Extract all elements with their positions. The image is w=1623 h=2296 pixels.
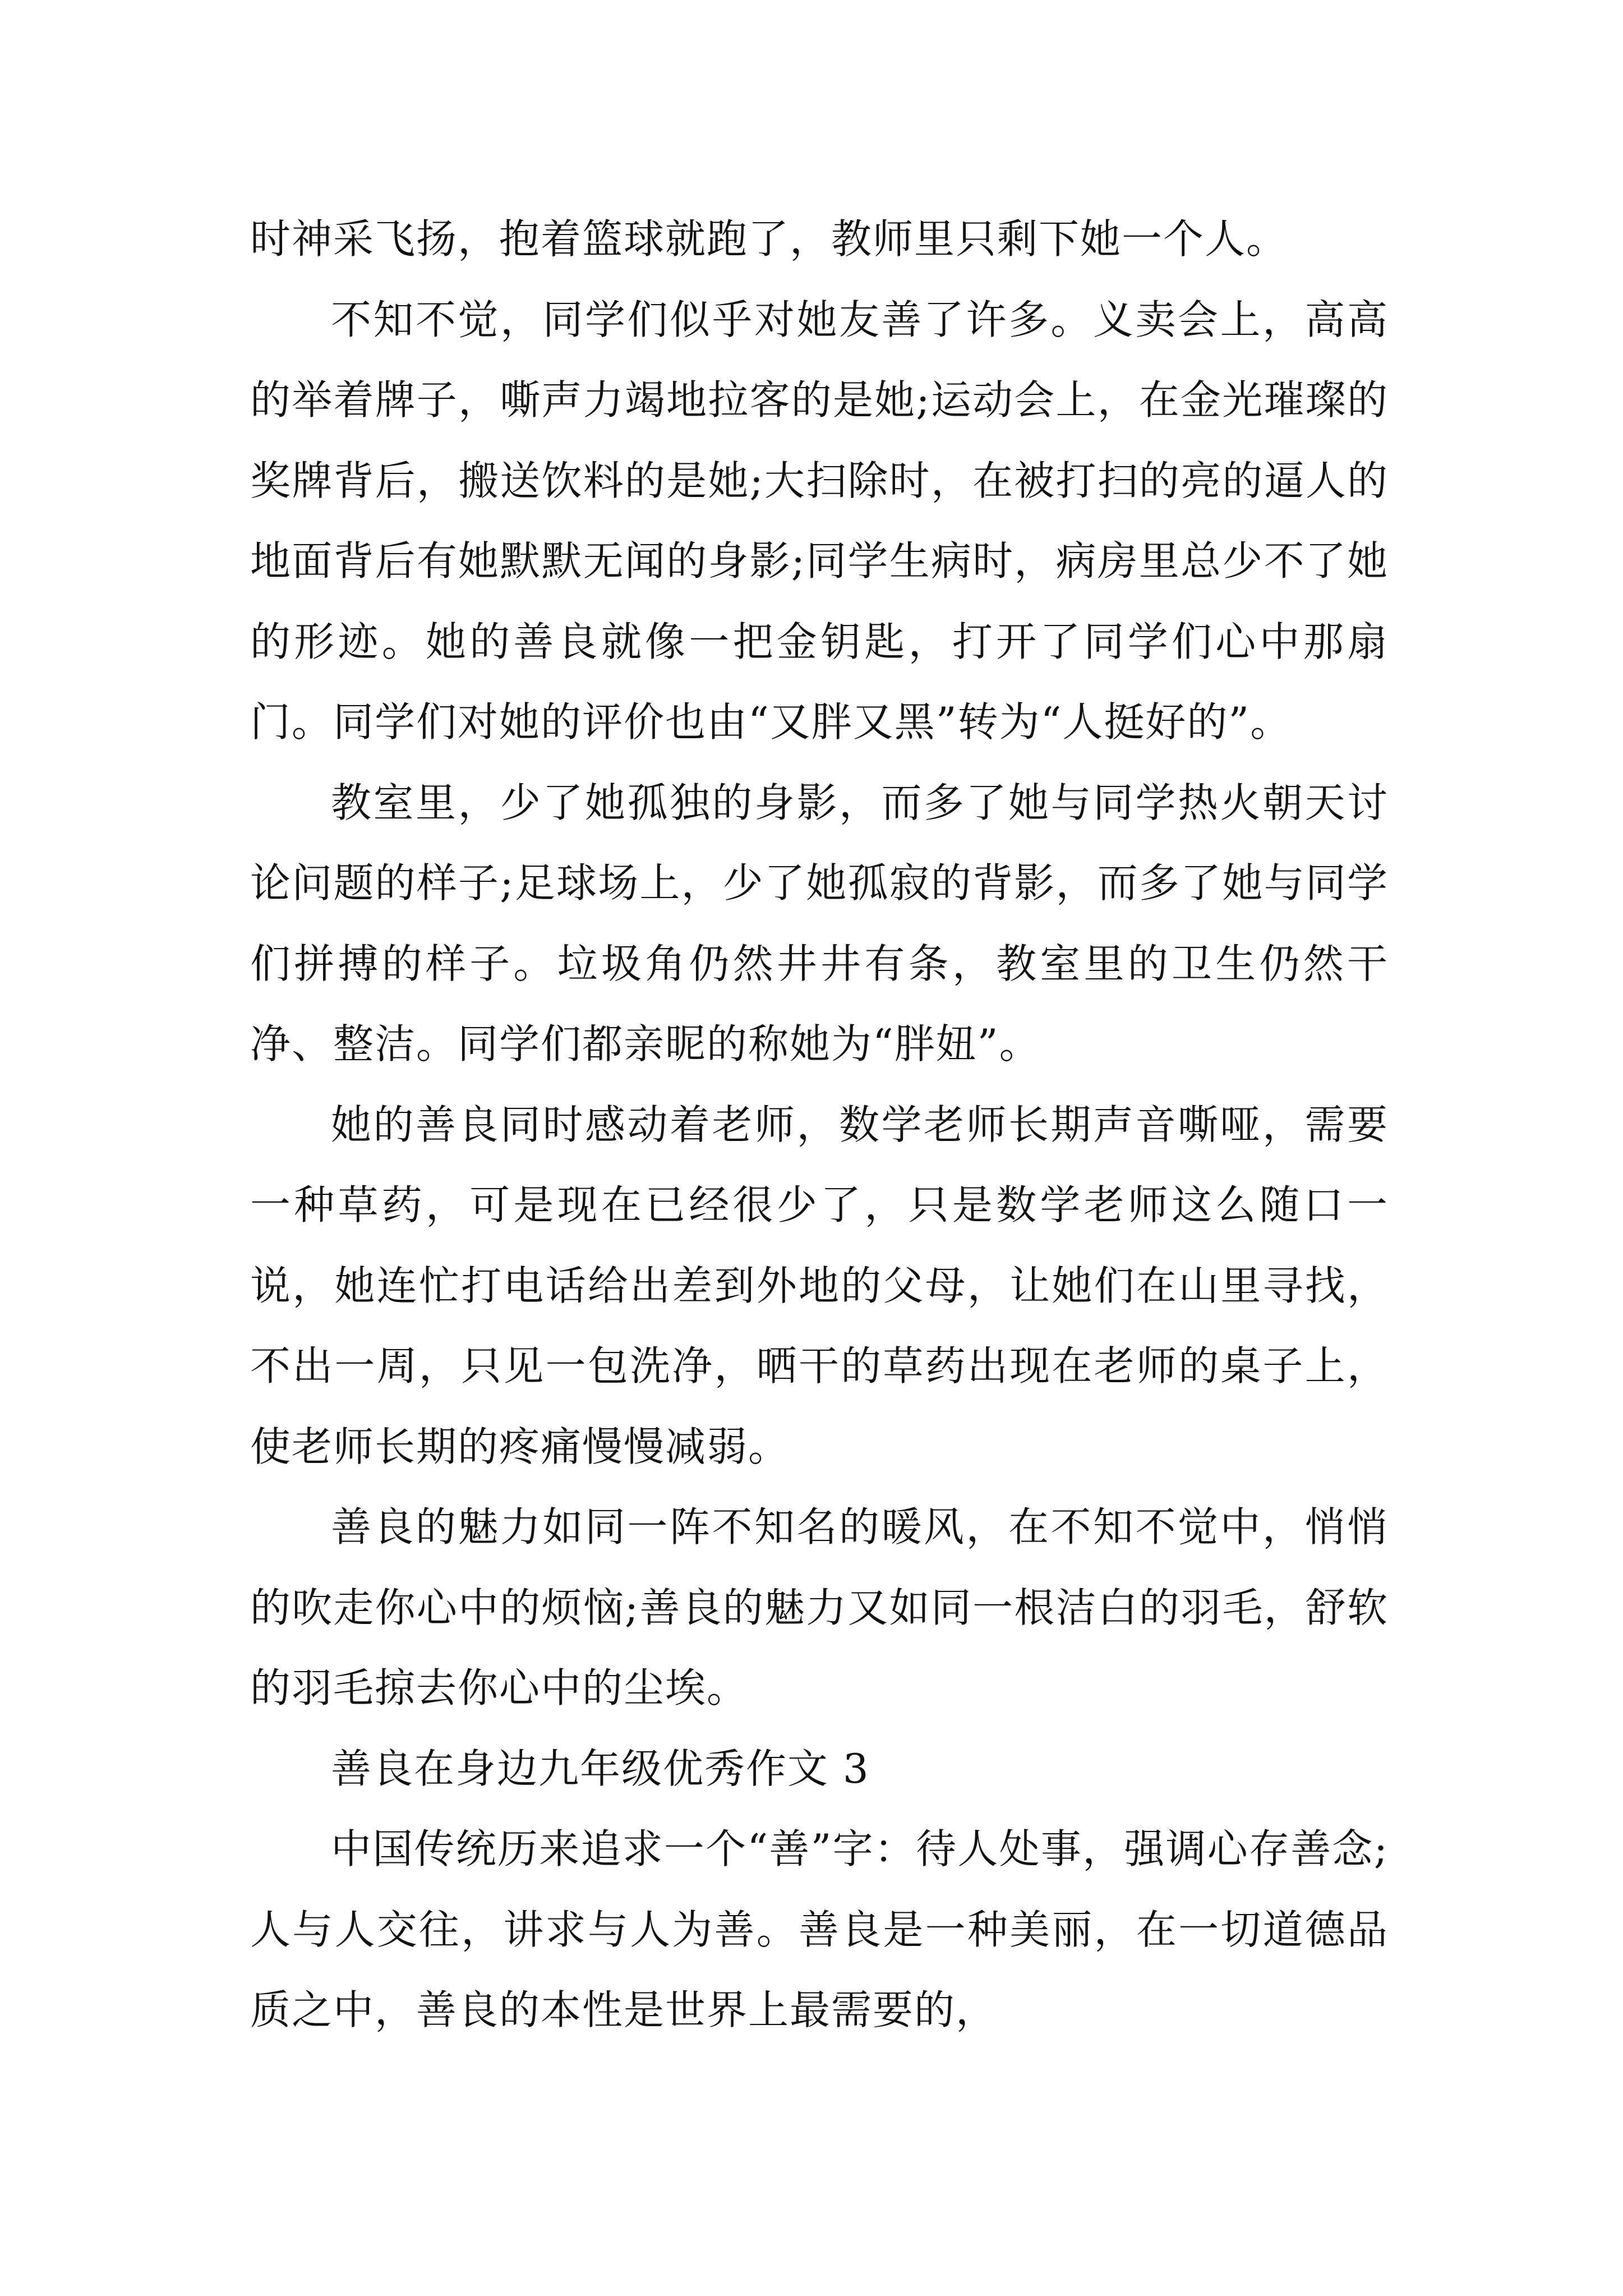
paragraph-5: 善良的魅力如同一阵不知名的暖风，在不知不觉中，悄悄的吹走你心中的烦恼;善良的魅力又如同一根洁白的羽毛，舒软的羽毛掠去你心中的尘埃。 xyxy=(250,1503,1389,1711)
paragraph-4: 她的善良同时感动着老师，数学老师长期声音嘶哑，需要一种草药，可是现在已经很少了，只是数学老师这么随口一说，她连忙打电话给出差到外地的父母，让她们在山里寻找，不出一周，只见一包洗净，晒干的草药出现在老师的桌子上，使老师长期的疼痛慢慢减弱。 xyxy=(250,1101,1389,1470)
section-heading: 善良在身边九年级优秀作文 3 xyxy=(331,1745,870,1792)
paragraph-3: 教室里，少了她孤独的身影，而多了她与同学热火朝天讨论问题的样子;足球场上，少了她孤寂的背影，而多了她与同学们拼搏的样子。垃圾角仍然井井有条，教室里的卫生仍然干净、整洁。同学们都亲昵的称她为“胖妞”。 xyxy=(250,779,1389,1068)
paragraph-6: 中国传统历来追求一个“善”字：待人处事，强调心存善念;人与人交往，讲求与人为善。善良是一种美丽，在一切道德品质之中，善良的本性是世界上最需要的， xyxy=(250,1825,1389,2033)
paragraph-2: 不知不觉，同学们似乎对她友善了许多。义卖会上，高高的举着牌子，嘶声力竭地拉客的是她;运动会上，在金光璀璨的奖牌背后，搬送饮料的是她;大扫除时，在被打扫的亮的逼人的地面背后有她默默无闻的身影;同学生病时，病房里总少不了她的形迹。她的善良就像一把金钥匙，打开了同学们心中那扇门。同学们对她的评价也由“又胖又黑”转为“人挺好的”。 xyxy=(250,296,1389,746)
essay-text-block xyxy=(250,199,1389,2051)
paragraph-1: 时神采飞扬，抱着篮球就跑了，教师里只剩下她一个人。 xyxy=(250,215,1288,263)
